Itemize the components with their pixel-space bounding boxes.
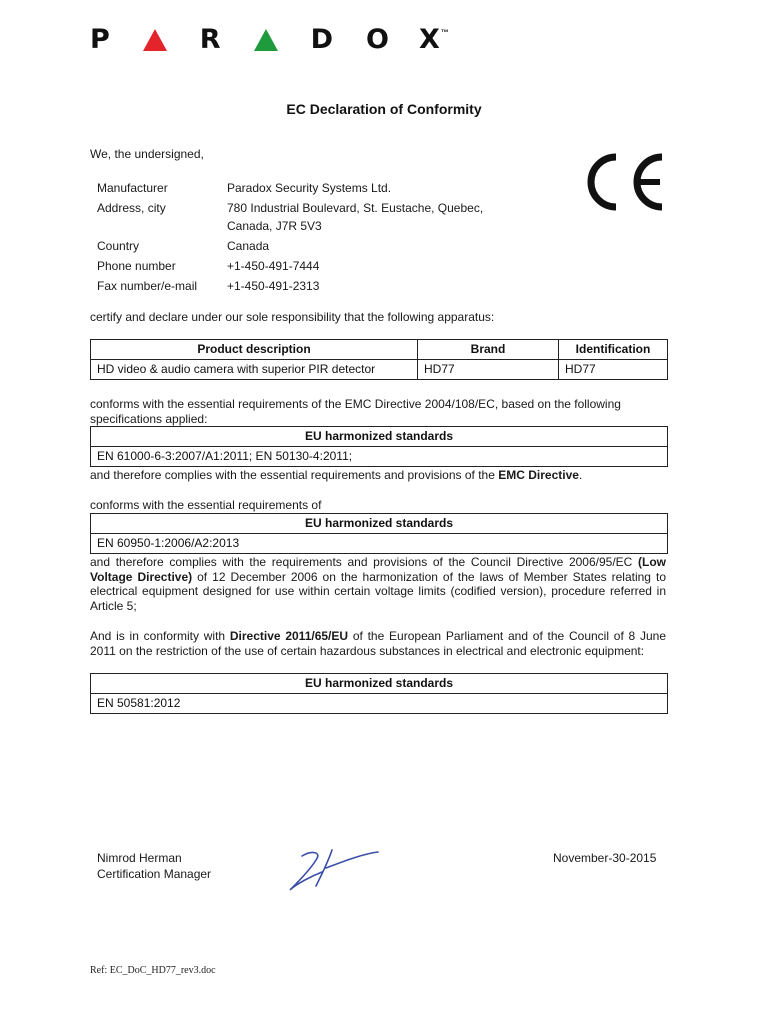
declaration-date: November-30-2015 xyxy=(553,851,657,865)
emc-standards: EN 61000-6-3:2007/A1:2011; EN 50130-4:2011; xyxy=(91,447,668,467)
emc-intro: conforms with the essential requirements of the EMC Directive 2004/108/EC, based on the following specifications applied: xyxy=(90,397,621,426)
certify-text: certify and declare under our sole responsibility that the following apparatus: xyxy=(90,310,495,324)
lvd-standards-table xyxy=(90,513,668,554)
trademark-symbol: ™ xyxy=(440,27,449,37)
lvd-table-header: EU harmonized standards xyxy=(91,514,668,534)
signatory-name: Nimrod Herman xyxy=(97,851,182,865)
rohs-intro-end: of the European Parliament and of the Council of 8 June 2011 on the restriction of the use of certain hazardous substances in electrical and electronic equipment: xyxy=(90,629,667,658)
logo-letter-r: R xyxy=(199,24,221,55)
logo-letter-x: X xyxy=(418,24,440,55)
info-value: +1-450-491-7444 xyxy=(227,259,320,273)
rohs-table-header: EU harmonized standards xyxy=(91,674,668,694)
emc-directive-name: EMC Directive xyxy=(498,468,579,482)
lvd-intro: conforms with the essential requirements of xyxy=(90,498,322,512)
info-value: Paradox Security Systems Ltd. xyxy=(227,181,392,195)
info-row-manufacturer xyxy=(97,179,507,197)
col-header-identification: Identification xyxy=(559,340,668,360)
info-label: Address, city xyxy=(97,201,166,215)
emc-outro xyxy=(90,468,670,483)
lvd-outro-end: of 12 December 2006 on the harmonization of the laws of Member States relating to electrical equipment designed for use within certain voltage limits (codified version), procedure referred in Article 5; xyxy=(90,569,666,613)
info-row-country xyxy=(97,237,507,255)
logo-letter-p: P xyxy=(90,24,110,55)
info-row-address xyxy=(97,199,507,235)
emc-outro-text: and therefore complies with the essential requirements and provisions of the xyxy=(90,468,499,482)
signatory-block xyxy=(97,850,211,882)
rohs-intro-text: And is in conformity with xyxy=(90,629,230,643)
info-row-fax xyxy=(97,277,507,295)
rohs-directive-name: Directive 2011/65/EU xyxy=(229,629,349,643)
col-header-product-description: Product description xyxy=(91,340,418,360)
rohs-standards-table xyxy=(90,673,668,714)
info-value: 780 Industrial Boulevard, St. Eustache, Quebec, Canada, J7R 5V3 xyxy=(227,201,484,233)
manufacturer-info xyxy=(97,179,507,297)
green-triangle-icon xyxy=(254,29,278,51)
rohs-intro xyxy=(90,629,666,658)
cell-brand: HD77 xyxy=(418,360,559,380)
info-label: Country xyxy=(97,239,140,253)
paradox-logo xyxy=(90,26,449,54)
ce-mark-icon xyxy=(582,151,666,213)
intro-text: We, the undersigned, xyxy=(90,147,204,161)
logo-letter-o: O xyxy=(366,24,389,55)
signatory-role: Certification Manager xyxy=(97,867,212,881)
lvd-outro xyxy=(90,555,666,613)
info-value: Canada xyxy=(227,239,270,253)
rohs-standards: EN 50581:2012 xyxy=(91,694,668,714)
table-header-row xyxy=(91,340,668,360)
table-row xyxy=(91,360,668,380)
handwritten-signature xyxy=(282,838,382,894)
logo-letter-d: D xyxy=(310,24,334,55)
emc-table-header: EU harmonized standards xyxy=(91,427,668,447)
red-triangle-icon xyxy=(143,29,167,51)
cell-identification: HD77 xyxy=(559,360,668,380)
page-title: EC Declaration of Conformity xyxy=(286,101,482,117)
lvd-standards: EN 60950-1:2006/A2:2013 xyxy=(91,534,668,554)
emc-standards-table xyxy=(90,426,668,467)
product-table xyxy=(90,339,668,380)
info-row-phone xyxy=(97,257,507,275)
info-label: Phone number xyxy=(97,259,176,273)
info-label: Manufacturer xyxy=(97,181,168,195)
lvd-directive-name: (Low Voltage Directive) xyxy=(90,555,666,584)
emc-outro-end: . xyxy=(578,468,583,482)
document-reference: Ref: EC_DoC_HD77_rev3.doc xyxy=(90,965,216,976)
info-value: +1-450-491-2313 xyxy=(227,279,320,293)
col-header-brand: Brand xyxy=(418,340,559,360)
lvd-outro-text: and therefore complies with the requirements and provisions of the Council Directive 2006/95/EC xyxy=(90,555,638,569)
cell-product-description: HD video & audio camera with superior PIR detector xyxy=(91,360,418,380)
info-label: Fax number/e-mail xyxy=(97,279,198,293)
